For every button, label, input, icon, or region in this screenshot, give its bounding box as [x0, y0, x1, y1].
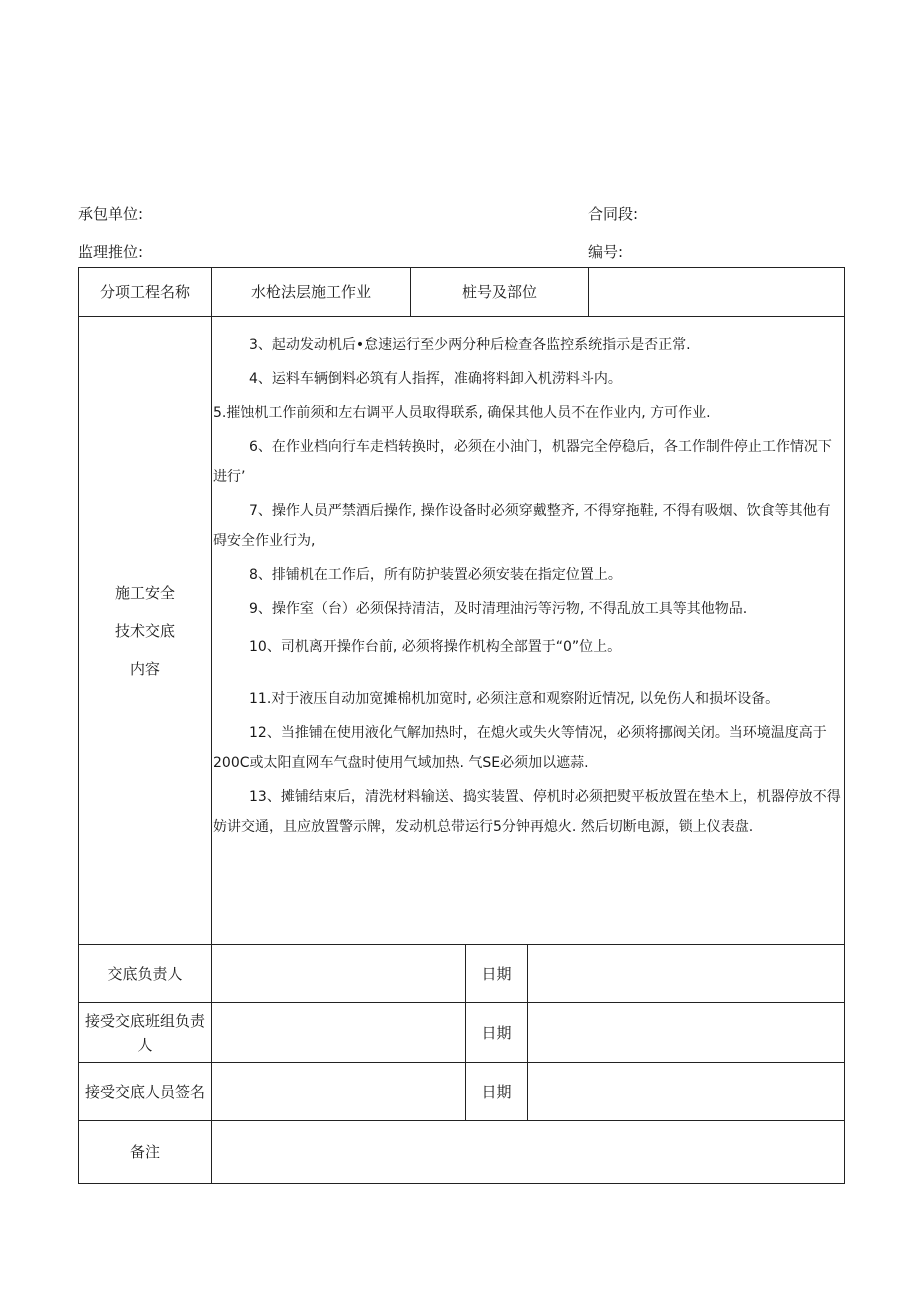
project-name-value: 水枪法层施工作业	[250, 283, 371, 301]
safety-item: 8、排铺机在工作后，所有防护装置必须安装在指定位置上。	[249, 567, 622, 583]
number-label: 编号:	[588, 243, 624, 261]
station-value	[589, 268, 844, 316]
table-divider	[527, 944, 528, 1120]
team-lead-label: 接受交底班组负责人	[84, 1011, 205, 1054]
safety-label-line: 施工安全	[114, 583, 175, 602]
table-divider	[211, 267, 212, 1184]
safety-item: 9、操作室（台）必须保持清洁，及时清理油污等污物, 不得乱放工具等其他物品.	[249, 601, 748, 617]
contractor-label: 承包单位:	[78, 205, 144, 223]
remarks-label: 备注	[129, 1143, 160, 1161]
safety-item: 10、司机离开操作台前, 必须将操作机构全部置于“0”位上。	[249, 639, 622, 655]
station-label: 桩号及部位	[461, 283, 537, 301]
safety-item: 12、当推铺在使用液化气解加热时，在熄火或失火等情况，必须将挪阀关闭。当环境温度高于200C或太阳直网车气盘时使用气域加热. 气SE必须加以遮蒜.	[213, 725, 827, 771]
safety-item: 7、操作人员严禁酒后操作, 操作设备时必须穿戴整齐, 不得穿拖鞋, 不得有吸烟、饮食等其他有碍安全作业行为,	[213, 503, 831, 549]
recipient-signature-label: 接受交底人员签名	[84, 1082, 205, 1101]
safety-item: 13、摊铺结束后，清洗材料输送、捣实装置、停机时必须把熨平板放置在垫木上，机器停放不得妨讲交通，且应放置警示牌，发动机总带运行5分钟再熄火. 然后切断电源，锁上仪表盘.	[213, 789, 841, 835]
date-label: 日期	[481, 1023, 512, 1042]
disclosure-lead-label: 交底负责人	[107, 964, 183, 983]
contract-section-label: 合同段:	[588, 205, 639, 223]
safety-item: 4、运料车辆倒料必筑有人指挥，准确将料卸入机涝料斗内。	[249, 371, 622, 387]
safety-item: 6、在作业档向行车走档转换时，必须在小油门，机器完全停稳后，各工作制件停止工作情况下进行’	[213, 439, 832, 485]
safety-item: 11.对于液压自动加宽摊棉机加宽时, 必须注意和观察附近情况, 以免伤人和损坏设备。	[249, 691, 780, 707]
safety-label-line: 内容	[129, 659, 160, 678]
safety-disclosure-label	[79, 317, 211, 944]
project-name-label: 分项工程名称	[99, 283, 190, 301]
date-label: 日期	[481, 964, 512, 983]
safety-disclosure-content	[213, 330, 843, 842]
safety-item: 5.摧蚀机工作前须和左右调平人员取得联系, 确保其他人员不在作业内, 方可作业.	[213, 405, 711, 421]
date-label: 日期	[481, 1082, 512, 1101]
safety-label-line: 技术交底	[114, 621, 175, 640]
supervisor-label: 监理推位:	[78, 243, 144, 261]
safety-item: 3、起动发动机后•怠速运行至少两分种后检查各监控系统指示是否正常.	[249, 337, 691, 353]
